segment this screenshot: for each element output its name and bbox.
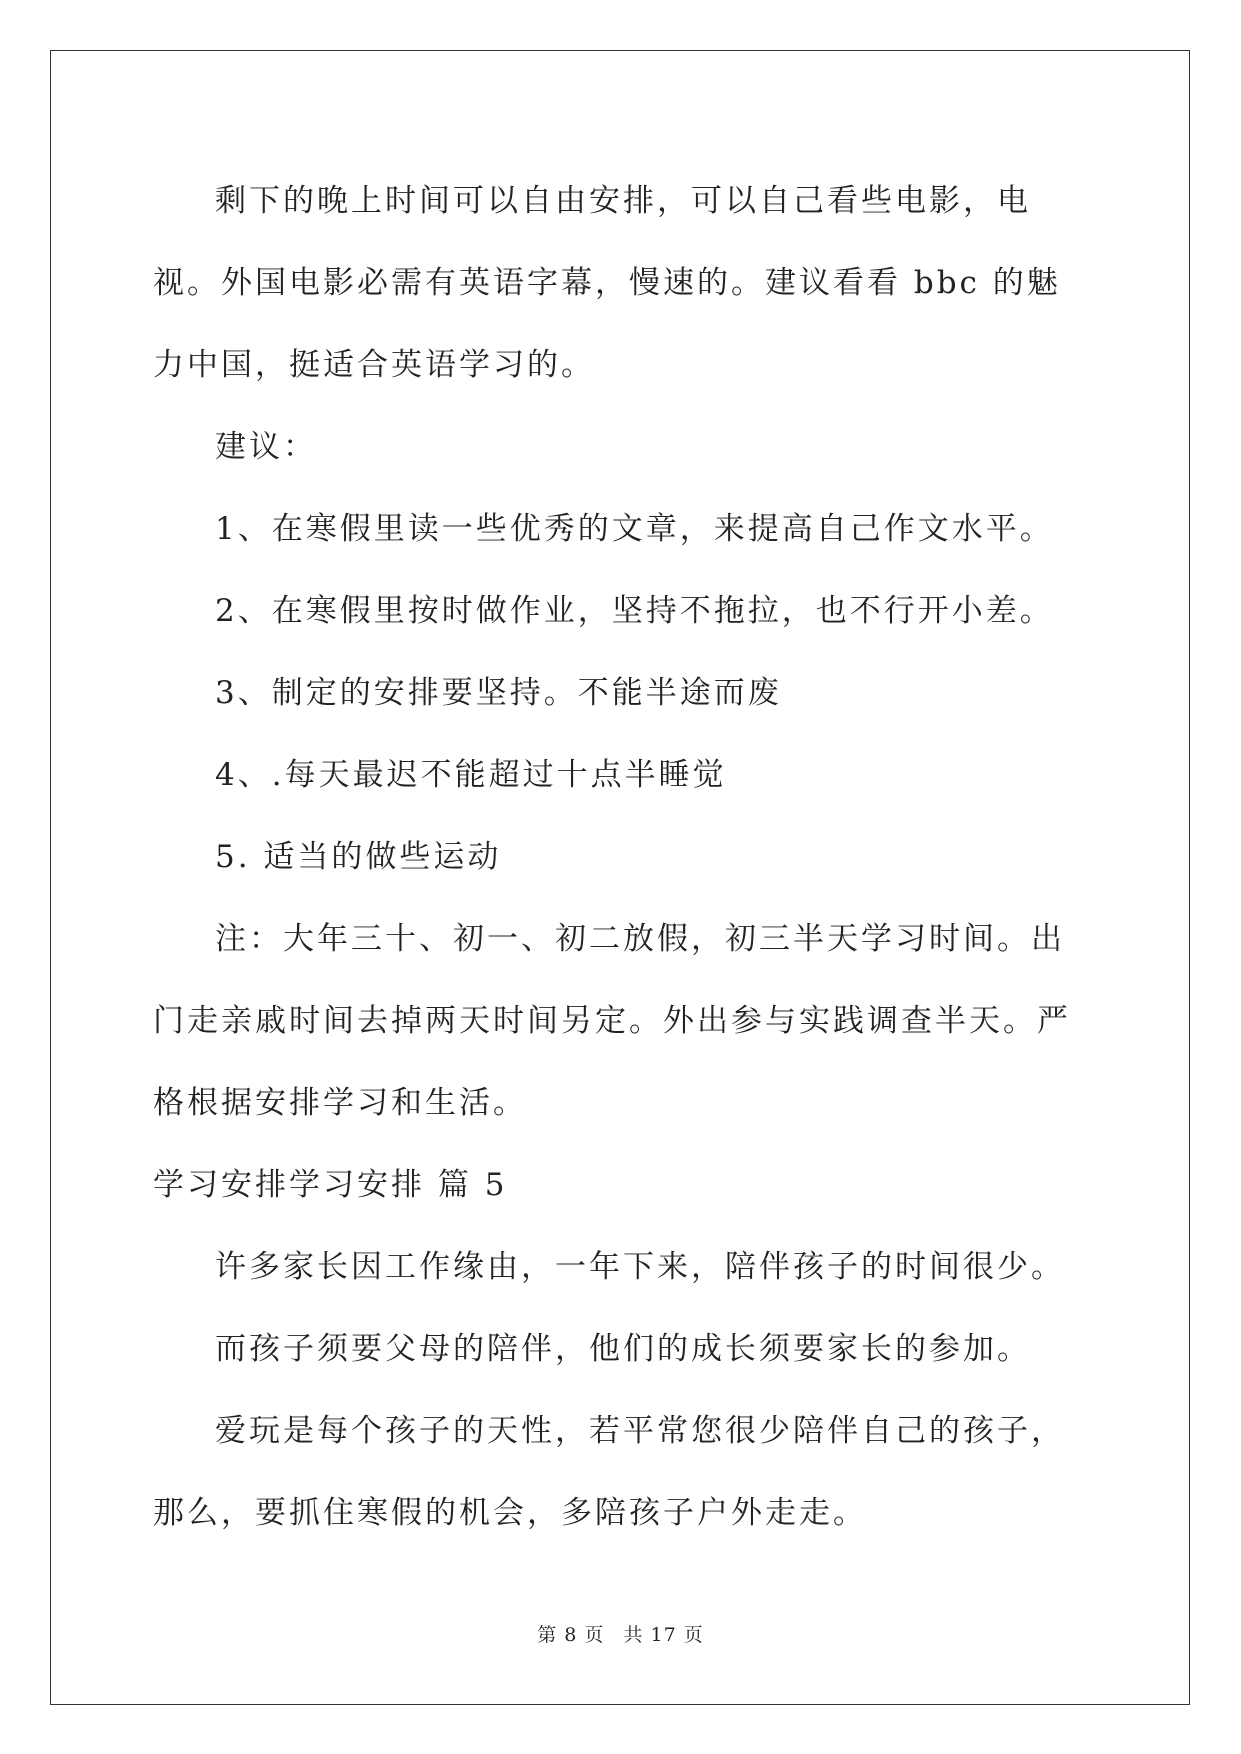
paragraph: 而孩子须要父母的陪伴，他们的成长须要家长的参加。 [215, 1331, 1031, 1367]
list-item: 1、在寒假里读一些优秀的文章，来提高自己作文水平。 [215, 511, 1054, 547]
list-item: 4、.每天最迟不能超过十点半睡觉 [215, 757, 727, 793]
page-number: 第 8 页 [537, 1624, 605, 1646]
document-body [153, 160, 1093, 1554]
note-paragraph: 注：大年三十、初一、初二放假，初三半天学习时间。出门走亲戚时间去掉两天时间另定。外出参与实践调查半天。严格根据安排学习和生活。 [153, 921, 1071, 1121]
section-heading: 学习安排学习安排 篇 5 [153, 1167, 508, 1203]
paragraph: 建议： [215, 429, 317, 465]
page-total: 共 17 页 [623, 1624, 704, 1646]
list-item: 5. 适当的做些运动 [215, 839, 502, 875]
paragraph: 爱玩是每个孩子的天性，若平常您很少陪伴自己的孩子，那么，要抓住寒假的机会，多陪孩子户外走走。 [153, 1413, 1065, 1531]
page-footer [0, 1620, 1241, 1647]
paragraph: 许多家长因工作缘由，一年下来，陪伴孩子的时间很少。 [215, 1249, 1065, 1285]
paragraph: 剩下的晚上时间可以自由安排，可以自己看些电影，电视。外国电影必需有英语字幕，慢速的。建议看看 bbc 的魅力中国，挺适合英语学习的。 [153, 183, 1061, 383]
list-item: 3、制定的安排要坚持。不能半途而废 [215, 675, 782, 711]
list-item: 2、在寒假里按时做作业，坚持不拖拉，也不行开小差。 [215, 593, 1054, 629]
